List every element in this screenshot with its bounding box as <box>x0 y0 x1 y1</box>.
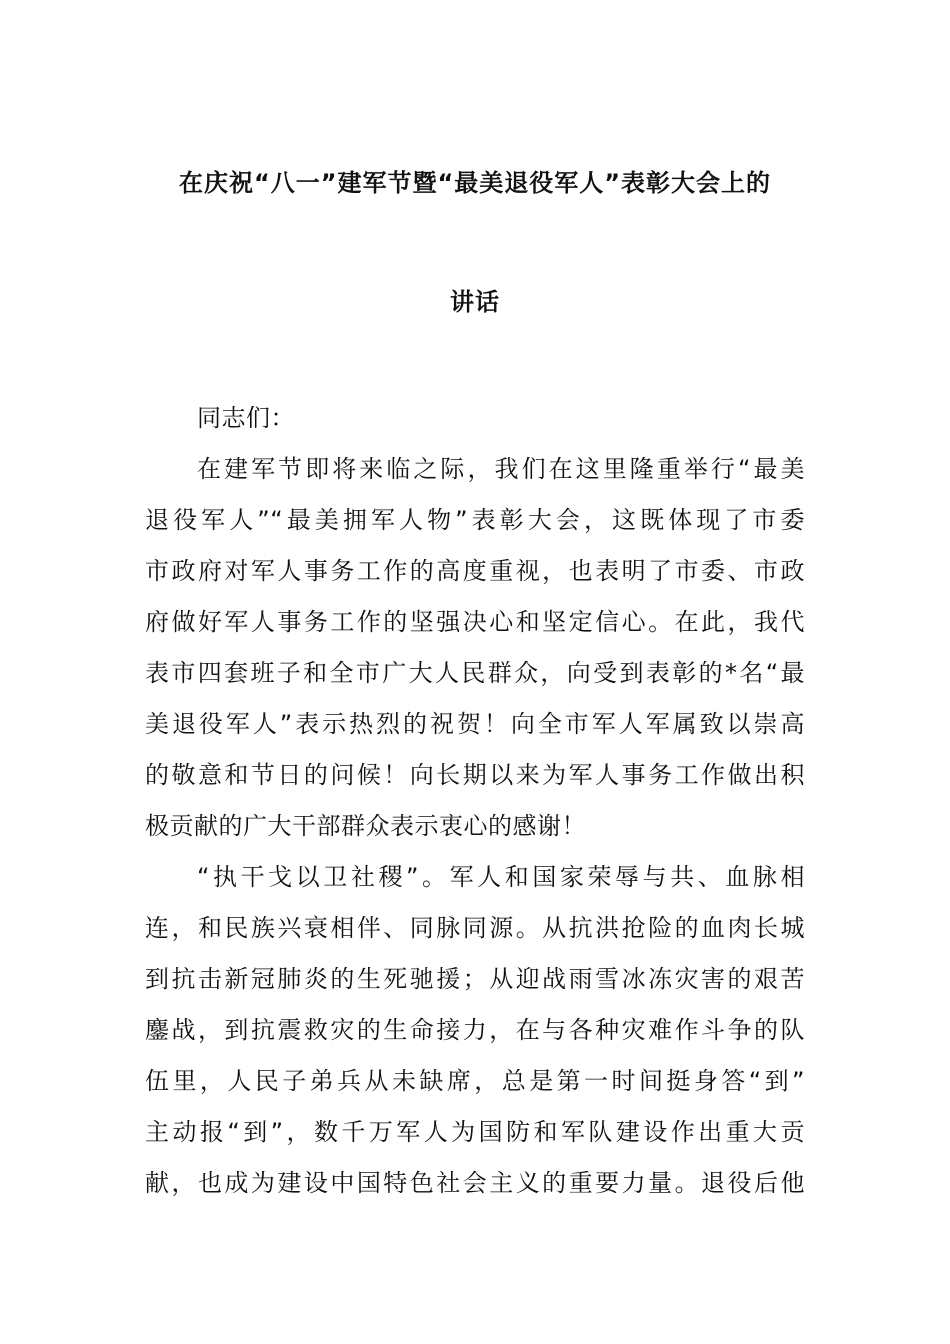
body-line: 表市四套班子和全市广大人民群众，向受到表彰的*名“最 <box>145 659 805 687</box>
body-line: 鏖战，到抗震救灾的生命接力，在与各种灾难作斗争的队 <box>145 1016 805 1044</box>
body-line: 在建军节即将来临之际，我们在这里隆重举行“最美 <box>197 455 805 483</box>
body-line: 美退役军人”表示热烈的祝贺！向全市军人军属致以崇高 <box>145 710 805 738</box>
body-line: 到抗击新冠肺炎的生死驰援；从迎战雨雪冰冻灾害的艰苦 <box>145 965 805 993</box>
document-title-line-2: 讲话 <box>450 288 500 316</box>
body-line: 市政府对军人事务工作的高度重视，也表明了市委、市政 <box>145 557 805 585</box>
document-body <box>145 393 805 1209</box>
body-line: 府做好军人事务工作的坚强决心和坚定信心。在此，我代 <box>145 608 805 636</box>
body-line: “执干戈以卫社稷”。军人和国家荣辱与共、血脉相 <box>197 863 805 891</box>
body-line: 连，和民族兴衰相伴、同脉同源。从抗洪抢险的血肉长城 <box>145 914 805 942</box>
document-title-line-1: 在庆祝“八一”建军节暨“最美退役军人”表彰大会上的 <box>178 169 772 197</box>
body-line: 的敬意和节日的问候！向长期以来为军人事务工作做出积 <box>145 761 805 789</box>
body-line: 主动报“到”，数千万军人为国防和军队建设作出重大贡 <box>145 1118 805 1146</box>
body-line: 退役军人”“最美拥军人物”表彰大会，这既体现了市委 <box>145 506 805 534</box>
body-line: 伍里，人民子弟兵从未缺席，总是第一时间挺身答“到” <box>145 1067 805 1095</box>
body-line: 献，也成为建设中国特色社会主义的重要力量。退役后他 <box>145 1169 805 1197</box>
salutation: 同志们： <box>197 404 295 432</box>
body-line: 极贡献的广大干部群众表示衷心的感谢！ <box>145 812 586 840</box>
